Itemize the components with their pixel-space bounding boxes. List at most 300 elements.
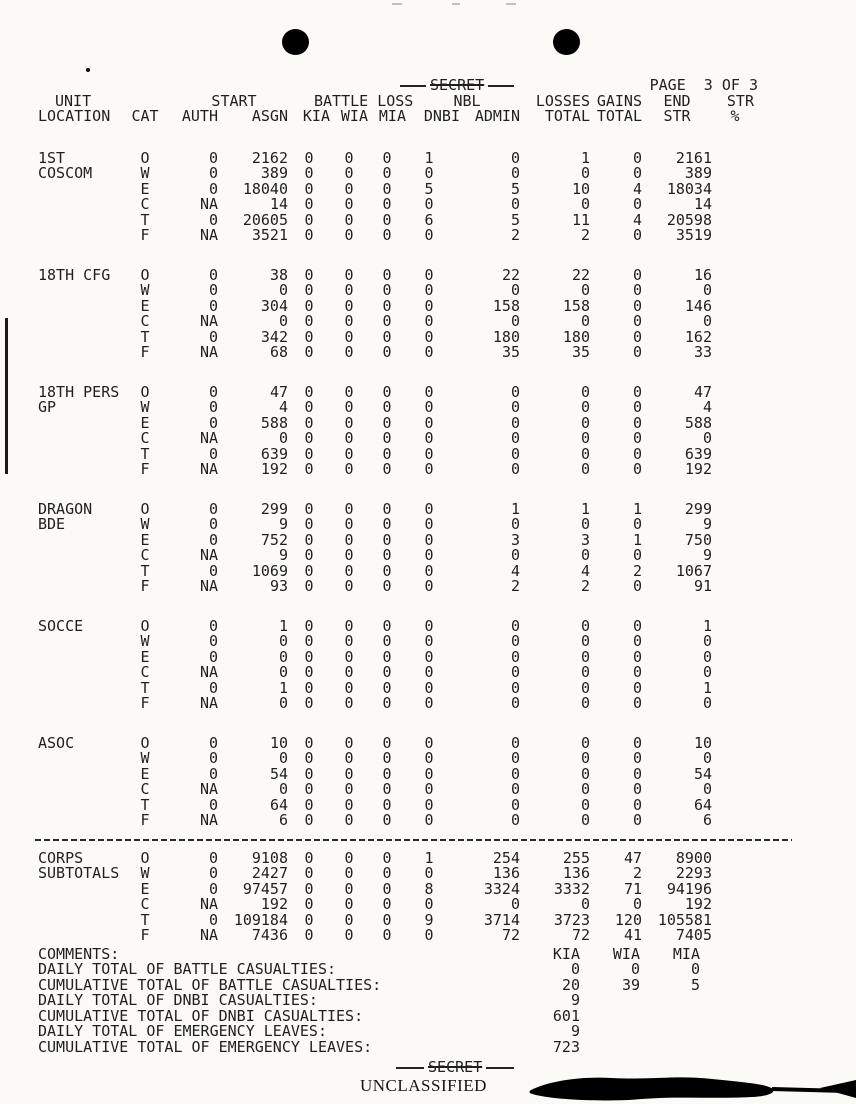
unit-name-cell: [38, 928, 130, 944]
cell-auth: 0: [208, 764, 218, 783]
cell-dnbi: 0: [424, 530, 434, 549]
unit-name-cell: BDE: [38, 515, 66, 533]
col-group-gains: GAINS: [596, 91, 642, 110]
cell-admin: 180: [492, 327, 520, 346]
comments-title: COMMENTS:: [38, 944, 120, 963]
cell-str-pct: [712, 197, 758, 213]
cell-kia: 0: [304, 764, 314, 783]
cell-wia: 0: [344, 515, 354, 533]
unit-name-cell: [38, 299, 130, 315]
cell-kia: 0: [304, 632, 314, 650]
cell-gains-total: 4: [632, 210, 642, 229]
cell-gains-total: 0: [632, 577, 642, 595]
cell-kia: 0: [304, 616, 314, 635]
cell-admin: 0: [510, 764, 520, 783]
comment-value: 723: [552, 1037, 580, 1056]
cell-end-str: 0: [702, 694, 712, 712]
cell-dnbi: 0: [424, 864, 434, 882]
cell-kia: 0: [304, 515, 314, 533]
dashed-line: [35, 839, 792, 841]
hole-punch-icon: [282, 29, 309, 55]
cell-str-pct: [712, 431, 758, 447]
cell-gains-total: 41: [623, 926, 642, 944]
cell-cat: O: [140, 265, 150, 284]
unit-name-cell: [38, 579, 130, 595]
cell-mia: 0: [382, 382, 392, 401]
cell-admin: 0: [510, 895, 520, 913]
cell-asgn: 109184: [233, 910, 288, 929]
cell-asgn: 10: [269, 733, 288, 752]
ink-dot: [86, 68, 90, 72]
cell-mia: 0: [382, 429, 392, 447]
cell-str-pct: [712, 299, 758, 315]
cell-gains-total: 0: [632, 632, 642, 650]
unit-name-cell: [38, 213, 130, 229]
cell-wia: 0: [344, 281, 354, 299]
cell-asgn: 588: [260, 413, 288, 432]
cell-mia: 0: [382, 926, 392, 944]
comment-value: [640, 1040, 700, 1056]
cell-mia: 0: [382, 733, 392, 752]
cell-losses-total: 3723: [553, 910, 590, 929]
cell-auth: NA: [199, 195, 218, 213]
cell-asgn: 9: [278, 515, 288, 533]
cell-end-str: 10: [693, 733, 712, 752]
cell-losses-total: 0: [580, 663, 590, 681]
unit-name-cell: 1ST: [38, 148, 66, 167]
cell-mia: 0: [382, 281, 392, 299]
col-group-end: END: [663, 91, 691, 110]
cell-end-str: 16: [693, 265, 712, 284]
cell-dnbi: 0: [424, 281, 434, 299]
cell-str-pct: [712, 913, 758, 929]
cell-losses-total: 1: [580, 499, 590, 518]
cell-wia: 0: [344, 460, 354, 478]
cell-admin: 0: [510, 281, 520, 299]
cell-admin: 3714: [483, 910, 520, 929]
cell-mia: 0: [382, 616, 392, 635]
unit-name-cell: [38, 228, 130, 244]
cell-dnbi: 0: [424, 780, 434, 798]
cell-str-pct: [712, 882, 758, 898]
cell-wia: 0: [344, 647, 354, 666]
cell-dnbi: 0: [424, 926, 434, 944]
cell-asgn: 752: [260, 530, 288, 549]
cell-asgn: 4: [278, 398, 288, 416]
cell-gains-total: 0: [632, 382, 642, 401]
comment-value: 20: [561, 975, 580, 994]
comment-value: 9: [570, 1022, 580, 1040]
cell-auth: 0: [208, 864, 218, 882]
cell-mia: 0: [382, 864, 392, 882]
cell-wia: 0: [344, 226, 354, 244]
cell-dnbi: 0: [424, 895, 434, 913]
cell-cat: W: [140, 864, 150, 882]
unit-name-cell: [38, 330, 130, 346]
cell-gains-total: 2: [632, 864, 642, 882]
cell-cat: W: [140, 632, 150, 650]
cell-cat: T: [140, 678, 150, 697]
cell-end-str: 1: [702, 616, 712, 635]
cell-end-str: 0: [702, 780, 712, 798]
cell-gains-total: 0: [632, 546, 642, 564]
cell-end-str: 162: [684, 327, 712, 346]
cell-gains-total: 0: [632, 647, 642, 666]
cell-wia: 0: [344, 164, 354, 182]
cell-admin: 1: [510, 499, 520, 518]
cell-asgn: 68: [269, 343, 288, 361]
cell-mia: 0: [382, 460, 392, 478]
cell-admin: 72: [501, 926, 520, 944]
cell-end-str: 389: [684, 164, 712, 182]
cell-kia: 0: [304, 749, 314, 767]
cell-gains-total: 0: [632, 515, 642, 533]
cell-auth: NA: [199, 780, 218, 798]
cell-mia: 0: [382, 413, 392, 432]
cell-wia: 0: [344, 764, 354, 783]
cell-admin: 0: [510, 460, 520, 478]
cell-auth: NA: [199, 312, 218, 330]
col-group-nbl: NBL: [453, 91, 481, 110]
cell-end-str: 54: [693, 764, 712, 783]
col-header-asgn: ASGN: [251, 107, 288, 125]
cell-mia: 0: [382, 210, 392, 229]
cell-kia: 0: [304, 663, 314, 681]
comment-value: 9: [570, 991, 580, 1009]
cell-auth: NA: [199, 663, 218, 681]
cell-admin: 2: [510, 577, 520, 595]
comment-label: CUMULATIVE TOTAL OF EMERGENCY LEAVES:: [38, 1037, 373, 1056]
cell-cat: E: [140, 413, 150, 432]
cell-gains-total: 0: [632, 296, 642, 315]
cell-str-pct: [712, 548, 758, 564]
cell-kia: 0: [304, 296, 314, 315]
cell-auth: 0: [208, 647, 218, 666]
cell-losses-total: 0: [580, 895, 590, 913]
cell-dnbi: 0: [424, 616, 434, 635]
cell-admin: 0: [510, 694, 520, 712]
cell-admin: 4: [510, 561, 520, 580]
cell-kia: 0: [304, 460, 314, 478]
cell-auth: 0: [208, 795, 218, 814]
cell-gains-total: 71: [623, 879, 642, 898]
unit-name-cell: [38, 665, 130, 681]
cell-gains-total: 1: [632, 499, 642, 518]
cell-end-str: 8900: [675, 848, 712, 867]
cell-auth: 0: [208, 413, 218, 432]
cell-dnbi: 0: [424, 164, 434, 182]
cell-losses-total: 136: [562, 864, 590, 882]
cell-kia: 0: [304, 647, 314, 666]
unit-name-cell: [38, 897, 130, 913]
cell-mia: 0: [382, 749, 392, 767]
cell-admin: 158: [492, 296, 520, 315]
cell-losses-total: 0: [580, 382, 590, 401]
table-row: [38, 928, 758, 944]
cell-kia: 0: [304, 864, 314, 882]
scan-edge-artifact: [5, 318, 8, 474]
block-spacer: [38, 478, 758, 502]
cell-gains-total: 0: [632, 164, 642, 182]
col-header-location: LOCATION: [38, 107, 111, 125]
cell-dnbi: 0: [424, 561, 434, 580]
personnel-table-body: [38, 148, 758, 944]
cell-admin: 0: [510, 663, 520, 681]
cell-mia: 0: [382, 179, 392, 198]
cell-auth: 0: [208, 879, 218, 898]
cell-end-str: 0: [702, 663, 712, 681]
cell-cat: O: [140, 848, 150, 867]
cell-asgn: 389: [260, 164, 288, 182]
page-edge-mark: [820, 1080, 856, 1098]
cell-str-pct: [712, 182, 758, 198]
cell-wia: 0: [344, 749, 354, 767]
cell-mia: 0: [382, 795, 392, 814]
cell-str-pct: [712, 851, 758, 867]
cell-end-str: 0: [702, 281, 712, 299]
cell-wia: 0: [344, 879, 354, 898]
cell-mia: 0: [382, 312, 392, 330]
cell-admin: 254: [492, 848, 520, 867]
cell-kia: 0: [304, 179, 314, 198]
cell-mia: 0: [382, 647, 392, 666]
cell-losses-total: 2: [580, 226, 590, 244]
cell-losses-total: 0: [580, 444, 590, 463]
cell-cat: O: [140, 382, 150, 401]
cell-end-str: 6: [702, 811, 712, 829]
cell-auth: 0: [208, 616, 218, 635]
unit-name-cell: [38, 533, 130, 549]
cell-dnbi: 0: [424, 694, 434, 712]
cell-dnbi: 0: [424, 195, 434, 213]
cell-wia: 0: [344, 910, 354, 929]
cell-str-pct: [712, 228, 758, 244]
cell-kia: 0: [304, 226, 314, 244]
comment-value: [580, 1040, 640, 1056]
col-group-battle-loss: BATTLE LOSS: [314, 91, 414, 110]
cell-dnbi: 0: [424, 733, 434, 752]
cell-dnbi: 0: [424, 382, 434, 401]
cell-asgn: 0: [278, 312, 288, 330]
cell-end-str: 64: [693, 795, 712, 814]
cell-cat: T: [140, 795, 150, 814]
comment-value: [580, 1024, 640, 1040]
cell-dnbi: 0: [424, 499, 434, 518]
cell-mia: 0: [382, 632, 392, 650]
cell-losses-total: 0: [580, 616, 590, 635]
col-header-auth: AUTH: [181, 107, 218, 125]
unit-name-cell: [38, 345, 130, 361]
cell-kia: 0: [304, 530, 314, 549]
cell-str-pct: [712, 385, 758, 401]
cell-gains-total: 0: [632, 616, 642, 635]
comment-line: [38, 1037, 758, 1056]
cell-asgn: 0: [278, 429, 288, 447]
comment-value: [640, 1009, 700, 1025]
unit-name-cell: [38, 182, 130, 198]
cell-auth: NA: [199, 926, 218, 944]
cell-cat: F: [140, 926, 150, 944]
classification-text: SECRET: [430, 76, 485, 94]
cell-mia: 0: [382, 327, 392, 346]
cell-str-pct: [712, 751, 758, 767]
cell-cat: O: [140, 616, 150, 635]
cell-str-pct: [712, 928, 758, 944]
cell-losses-total: 0: [580, 678, 590, 697]
cell-wia: 0: [344, 343, 354, 361]
header-gap: [38, 125, 758, 151]
cell-wia: 0: [344, 296, 354, 315]
cell-losses-total: 0: [580, 811, 590, 829]
cell-kia: 0: [304, 164, 314, 182]
cell-losses-total: 0: [580, 515, 590, 533]
cell-end-str: 9: [702, 546, 712, 564]
cell-end-str: 639: [684, 444, 712, 463]
cell-wia: 0: [344, 546, 354, 564]
cell-asgn: 64: [269, 795, 288, 814]
unit-name-cell: [38, 751, 130, 767]
cell-mia: 0: [382, 561, 392, 580]
cell-end-str: 1: [702, 678, 712, 697]
cell-admin: 0: [510, 515, 520, 533]
cell-asgn: 192: [260, 895, 288, 913]
cell-gains-total: 0: [632, 795, 642, 814]
cell-str-pct: [712, 579, 758, 595]
cell-gains-total: 0: [632, 764, 642, 783]
cell-str-pct: [712, 650, 758, 666]
cell-dnbi: 1: [424, 848, 434, 867]
unit-name-cell: [38, 913, 130, 929]
cell-admin: 0: [510, 382, 520, 401]
cell-gains-total: 120: [614, 910, 642, 929]
comment-value: [580, 1009, 640, 1025]
cell-losses-total: 0: [580, 764, 590, 783]
cell-losses-total: 4: [580, 561, 590, 580]
cell-end-str: 0: [702, 749, 712, 767]
cell-mia: 0: [382, 499, 392, 518]
cell-end-str: 105581: [657, 910, 712, 929]
table-row: [38, 696, 758, 712]
cell-cat: W: [140, 749, 150, 767]
unit-name-cell: GP: [38, 398, 57, 416]
cell-kia: 0: [304, 265, 314, 284]
cell-str-pct: [712, 897, 758, 913]
cell-asgn: 192: [260, 460, 288, 478]
strike-line: [486, 1067, 514, 1069]
unit-name-cell: [38, 681, 130, 697]
dashed-separator: [38, 829, 758, 851]
cell-wia: 0: [344, 811, 354, 829]
cell-kia: 0: [304, 678, 314, 697]
cell-cat: W: [140, 164, 150, 182]
cell-cat: O: [140, 733, 150, 752]
cell-gains-total: 0: [632, 678, 642, 697]
cell-kia: 0: [304, 879, 314, 898]
cell-auth: 0: [208, 148, 218, 167]
cell-admin: 5: [510, 179, 520, 198]
cell-cat: E: [140, 879, 150, 898]
cell-asgn: 1: [278, 678, 288, 697]
cell-str-pct: [712, 533, 758, 549]
cell-losses-total: 180: [562, 327, 590, 346]
cell-str-pct: [712, 345, 758, 361]
unit-name-cell: [38, 650, 130, 666]
cell-str-pct: [712, 619, 758, 635]
cell-wia: 0: [344, 795, 354, 814]
cell-dnbi: 0: [424, 515, 434, 533]
unit-name-cell: SUBTOTALS: [38, 864, 120, 882]
cell-str-pct: [712, 151, 758, 167]
comments-section: [38, 944, 758, 1056]
cell-mia: 0: [382, 694, 392, 712]
cell-asgn: 0: [278, 647, 288, 666]
cell-gains-total: 0: [632, 663, 642, 681]
cell-admin: 0: [510, 413, 520, 432]
cell-wia: 0: [344, 499, 354, 518]
comment-value: 0: [630, 960, 640, 978]
cell-asgn: 0: [278, 694, 288, 712]
ink-smear: [527, 1070, 777, 1102]
declassification-label: UNCLASSIFIED: [360, 1075, 487, 1095]
cell-auth: 0: [208, 382, 218, 401]
col-header-gains-total: TOTAL: [596, 107, 642, 125]
comment-label: DAILY TOTAL OF DNBI CASUALTIES:: [38, 991, 318, 1009]
cell-kia: 0: [304, 795, 314, 814]
cell-auth: 0: [208, 632, 218, 650]
scan-mark: [392, 3, 402, 5]
cell-mia: 0: [382, 195, 392, 213]
cell-admin: 22: [501, 265, 520, 284]
cell-wia: 0: [344, 663, 354, 681]
cell-dnbi: 0: [424, 444, 434, 463]
cell-end-str: 20598: [666, 210, 712, 229]
cell-mia: 0: [382, 530, 392, 549]
cell-asgn: 0: [278, 780, 288, 798]
cell-dnbi: 0: [424, 460, 434, 478]
table-row: [38, 579, 758, 595]
cell-admin: 5: [510, 210, 520, 229]
cell-wia: 0: [344, 444, 354, 463]
cell-dnbi: 0: [424, 678, 434, 697]
unit-name-cell: [38, 416, 130, 432]
cell-str-pct: [712, 767, 758, 783]
cell-dnbi: 0: [424, 265, 434, 284]
cell-mia: 0: [382, 265, 392, 284]
cell-losses-total: 0: [580, 195, 590, 213]
cell-kia: 0: [304, 577, 314, 595]
comment-lines: [38, 962, 758, 1055]
cell-asgn: 9: [278, 546, 288, 564]
cell-str-pct: [712, 166, 758, 182]
comment-value: [580, 993, 640, 1009]
unit-name-cell: 18TH PERS: [38, 382, 120, 401]
cell-cat: W: [140, 398, 150, 416]
cell-admin: 0: [510, 195, 520, 213]
cell-end-str: 2161: [675, 148, 712, 167]
cell-mia: 0: [382, 226, 392, 244]
cell-wia: 0: [344, 926, 354, 944]
cell-asgn: 342: [260, 327, 288, 346]
cell-kia: 0: [304, 444, 314, 463]
comment-label: DAILY TOTAL OF EMERGENCY LEAVES:: [38, 1022, 327, 1040]
cell-dnbi: 0: [424, 647, 434, 666]
cell-end-str: 0: [702, 647, 712, 666]
unit-name-cell: [38, 882, 130, 898]
cell-end-str: 588: [684, 413, 712, 432]
cell-wia: 0: [344, 429, 354, 447]
report-content: [38, 78, 758, 1093]
cell-asgn: 2162: [251, 148, 288, 167]
